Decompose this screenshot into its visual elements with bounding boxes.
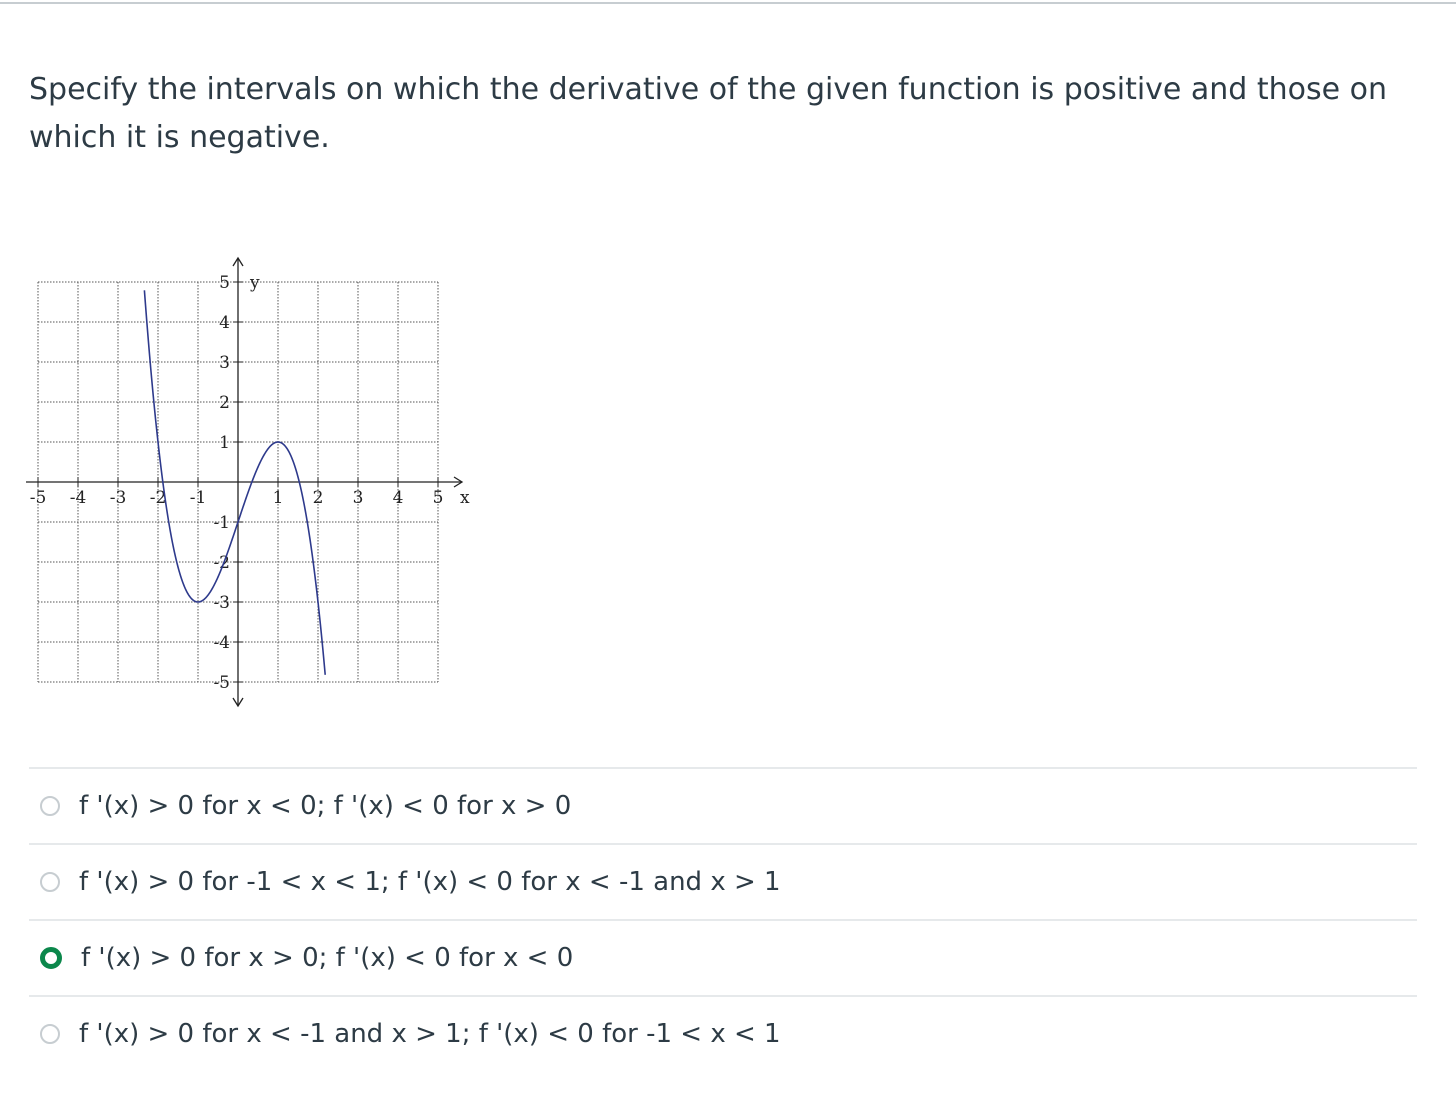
- x-tick-label: 5: [432, 488, 444, 508]
- x-axis-label: x: [460, 488, 470, 508]
- y-tick-label: 2: [219, 393, 230, 413]
- x-tick-label: -2: [149, 488, 167, 508]
- y-axis-label: y: [250, 273, 260, 293]
- option-3-radio[interactable]: [40, 947, 62, 969]
- option-4-radio[interactable]: [40, 1024, 60, 1044]
- option-1-label[interactable]: f '(x) > 0 for x < 0; f '(x) < 0 for x > 0: [79, 791, 572, 821]
- x-tick-label: -5: [29, 488, 47, 508]
- y-tick-label: 5: [219, 273, 230, 293]
- y-tick-label: 1: [219, 433, 230, 453]
- option-1[interactable]: [29, 769, 1417, 843]
- option-4[interactable]: [29, 997, 1417, 1071]
- graph-tick-labels: [30, 273, 470, 693]
- top-divider: [0, 2, 1456, 4]
- graph-axes: [26, 258, 462, 706]
- option-2[interactable]: [29, 845, 1417, 919]
- x-tick-label: -4: [69, 488, 87, 508]
- option-2-label[interactable]: f '(x) > 0 for -1 < x < 1; f '(x) < 0 for x < -1 and x > 1: [79, 867, 781, 897]
- question-text: Specify the intervals on which the derivative of the given function is positive and those on which it is negative.: [29, 72, 1388, 155]
- y-tick-label: 3: [219, 353, 230, 373]
- x-tick-label: 4: [392, 488, 404, 508]
- x-tick-label: 1: [272, 488, 284, 508]
- x-tick-label: 2: [312, 488, 324, 508]
- x-tick-label: -3: [109, 488, 127, 508]
- option-2-radio[interactable]: [40, 872, 60, 892]
- x-tick-label: 3: [352, 488, 364, 508]
- option-1-radio[interactable]: [40, 796, 60, 816]
- function-graph: [26, 248, 496, 718]
- y-tick-label: -5: [213, 673, 230, 693]
- y-tick-label: -1: [213, 513, 230, 533]
- option-3[interactable]: [29, 921, 1417, 995]
- y-tick-label: 4: [219, 313, 230, 333]
- y-tick-label: -3: [213, 593, 230, 613]
- option-3-label[interactable]: f '(x) > 0 for x > 0; f '(x) < 0 for x < 0: [81, 943, 574, 973]
- y-tick-label: -4: [213, 633, 230, 653]
- answer-options: [29, 767, 1417, 1071]
- y-tick-label: -2: [213, 553, 230, 573]
- x-tick-label: -1: [189, 488, 207, 508]
- option-4-label[interactable]: f '(x) > 0 for x < -1 and x > 1; f '(x) < 0 for -1 < x < 1: [79, 1019, 781, 1049]
